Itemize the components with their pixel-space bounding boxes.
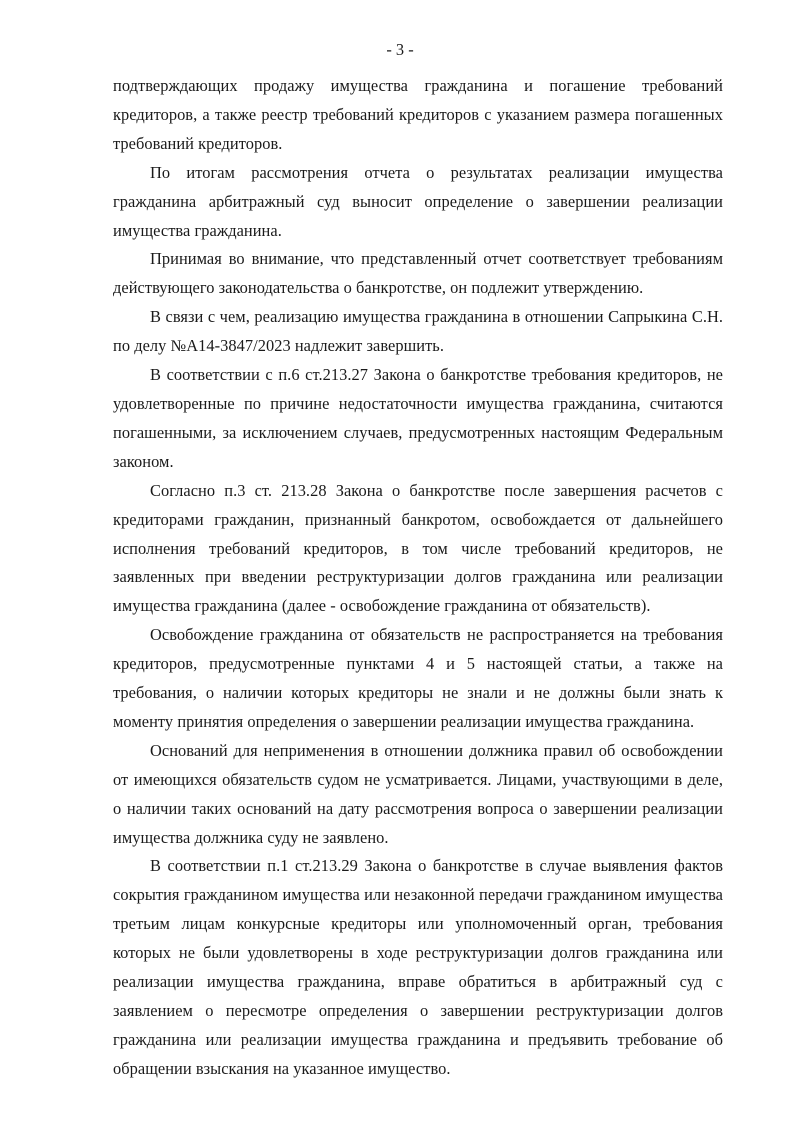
paragraph-report-approval: Принимая во внимание, что представленный отчет соответствует требованиям действующего законодательства о банкротстве, он подлежит утверждению.	[113, 249, 723, 298]
page-number: - 3 -	[386, 40, 414, 59]
paragraph-art-213-27: В соответствии с п.6 ст.213.27 Закона о банкротстве требования кредиторов, не удовлетворенные по причине недостаточности имущества гражданина, считаются погашенными, за исключением случаев, предусмотренных настоящим Федеральным законом.	[113, 365, 723, 471]
paragraph-report-review: По итогам рассмотрения отчета о результатах реализации имущества гражданина арбитражный суд выносит определение о завершении реализации имущества гражданина.	[113, 162, 723, 240]
paragraph-art-213-29: В соответствии п.1 ст.213.29 Закона о банкротстве в случае выявления фактов сокрытия гражданином имущества или незаконной передачи гражданином имущества третьим лицам конкурсные кредиторы или уполномоченный орган, требования которых не были удовлетворены в ходе реструктуризации долгов гражданина или реализации имущества гражданина, вправе обратиться в арбитражный суд с заявлением о пересмотре определения о завершении реструктуризации долгов гражданина или реализации имущества гражданина и предъявить требование об обращении взыскания на указанное имущество.	[113, 856, 723, 1078]
paragraph-completion: В связи с чем, реализацию имущества гражданина в отношении Сапрыкина С.Н. по делу №А14-3847/2023 надлежит завершить.	[113, 307, 723, 356]
paragraph-art-213-28: Согласно п.3 ст. 213.28 Закона о банкротстве после завершения расчетов с кредиторами гражданин, признанный банкротом, освобождается от дальнейшего исполнения требований кредиторов, в том числе требований кредиторов, не заявленных при введении реструктуризации долгов гражданина или реализации имущества гражданина (далее - освобождение гражданина от обязательств).	[113, 480, 723, 616]
paragraph-no-grounds: Оснований для неприменения в отношении должника правил об освобождении от имеющихся обязательств судом не усматривается. Лицами, участвующими в деле, о наличии таких оснований на дату рассмотрения вопроса о завершении реализации имущества должника суду не заявлено.	[113, 740, 723, 847]
paragraph-exemption-limits: Освобождение гражданина от обязательств не распространяется на требования кредиторов, предусмотренные пунктами 4 и 5 настоящей статьи, а также на требования, о наличии которых кредиторы не знали и не должны были знать к моменту принятия определения о завершении реализации имущества гражданина.	[113, 625, 723, 731]
document-body	[113, 72, 723, 1084]
paragraph-continuation: подтверждающих продажу имущества гражданина и погашение требований кредиторов, а также реестр требований кредиторов с указанием размера погашенных требований кредиторов.	[113, 76, 723, 153]
